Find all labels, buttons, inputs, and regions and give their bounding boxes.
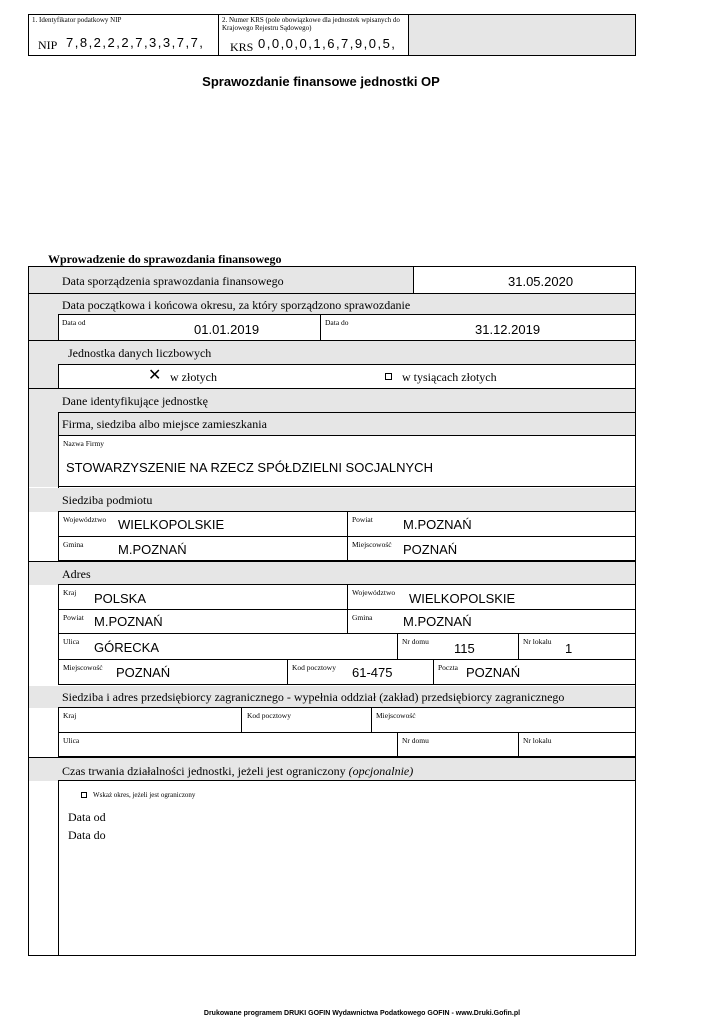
- address-country-label: Kraj: [63, 588, 77, 597]
- address-post-value[interactable]: POZNAŃ: [466, 665, 521, 680]
- nip-field[interactable]: 7,8,2,2,2,7,3,3,7,7,: [66, 35, 205, 50]
- address-locality-value[interactable]: POZNAŃ: [116, 665, 171, 680]
- duration-label-text: Czas trwania działalności jednostki, jeżeli jest ograniczony: [62, 764, 346, 778]
- address-house-value[interactable]: 115: [454, 641, 475, 656]
- krs-label: KRS: [230, 40, 254, 54]
- foreign-house-label: Nr domu: [402, 736, 429, 745]
- duration-from-label: Data od: [68, 810, 106, 824]
- duration-optional: (opcjonalnie): [348, 764, 414, 778]
- foreign-postcode-label: Kod pocztowy: [247, 711, 291, 720]
- period-from-label: Data od: [62, 318, 86, 327]
- footer-text: Drukowane programem DRUKI GOFIN Wydawnictwa Podatkowego GOFIN - www.Druki.Gofin.pl: [203, 1010, 521, 1017]
- address-commune-label: Gmina: [352, 613, 373, 622]
- foreign-country-label: Kraj: [63, 711, 77, 720]
- address-house-label: Nr domu: [402, 637, 429, 646]
- address-flat-value[interactable]: 1: [565, 641, 573, 656]
- duration-to-label: Data do: [68, 828, 106, 842]
- address-voivodeship-value[interactable]: WIELKOPOLSKIE: [409, 591, 516, 606]
- seat-label: Siedziba podmiotu: [62, 493, 153, 507]
- seat-locality-value[interactable]: POZNAŃ: [403, 542, 458, 557]
- foreign-label: Siedziba i adres przedsiębiorcy zagranicznego - wypełnia oddział (zakład) przedsiębiorcy zagranicznego: [62, 690, 565, 704]
- address-street-label: Ulica: [63, 637, 80, 646]
- seat-commune-label: Gmina: [63, 540, 84, 549]
- seat-county-value[interactable]: M.POZNAŃ: [403, 517, 472, 532]
- address-postcode-label: Kod pocztowy: [292, 663, 336, 672]
- units-label: Jednostka danych liczbowych: [68, 346, 212, 360]
- report-date-label: Data sporządzenia sprawozdania finansowego: [62, 274, 284, 288]
- address-country-value[interactable]: POLSKA: [94, 591, 147, 606]
- period-to-label: Data do: [325, 318, 349, 327]
- address-voivodeship-label: Województwo: [352, 588, 396, 597]
- address-county-value[interactable]: M.POZNAŃ: [94, 614, 163, 629]
- header-gray-area: [408, 15, 635, 55]
- units-zloty-label: w złotych: [170, 370, 217, 384]
- seat-commune-value[interactable]: M.POZNAŃ: [118, 542, 187, 557]
- address-street-value[interactable]: GÓRECKA: [94, 640, 160, 655]
- seat-locality-label: Miejscowość: [352, 540, 392, 549]
- period-to-value: 31.12.2019: [475, 322, 541, 337]
- firm-label: Firma, siedziba albo miejsce zamieszkania: [62, 417, 267, 431]
- nip-label: NIP: [38, 38, 58, 52]
- address-post-label: Poczta: [438, 663, 458, 672]
- address-county-label: Powiat: [63, 613, 84, 622]
- foreign-flat-label: Nr lokalu: [523, 736, 552, 745]
- krs-caption: 2. Numer KRS (pole obowiązkowe dla jednostek wpisanych do Krajowego Rejestru Sądowego): [222, 16, 400, 32]
- identity-label: Dane identyfikujące jednostkę: [62, 394, 208, 408]
- period-from-value: 01.01.2019: [194, 322, 260, 337]
- foreign-locality-label: Miejscowość: [376, 711, 416, 720]
- foreign-street-label: Ulica: [63, 736, 80, 745]
- units-zloty-checkbox[interactable]: ✕: [148, 365, 162, 384]
- duration-label: [62, 764, 413, 779]
- firm-name-value: STOWARZYSZENIE NA RZECZ SPÓŁDZIELNI SOCJALNYCH: [66, 460, 433, 475]
- firm-name-label: Nazwa Firmy: [63, 439, 105, 448]
- duration-checkbox-label: Wskaż okres, jeżeli jest ograniczony: [93, 791, 196, 799]
- period-from-field[interactable]: [58, 314, 321, 340]
- address-flat-label: Nr lokalu: [523, 637, 552, 646]
- address-locality-label: Miejscowość: [63, 663, 103, 672]
- nip-caption: 1. Identyfikator podatkowy NIP: [32, 16, 122, 24]
- units-thousand-checkbox[interactable]: [385, 373, 392, 380]
- duration-checkbox[interactable]: [81, 792, 87, 798]
- seat-county-label: Powiat: [352, 515, 373, 524]
- address-commune-value[interactable]: M.POZNAŃ: [403, 614, 472, 629]
- units-thousand-label: w tysiącach złotych: [402, 370, 497, 384]
- seat-voivodeship-label: Województwo: [63, 515, 107, 524]
- address-label: Adres: [62, 567, 91, 581]
- section-title: Wprowadzenie do sprawozdania finansowego: [48, 252, 282, 266]
- report-date-value: 31.05.2020: [508, 274, 574, 289]
- seat-voivodeship-value[interactable]: WIELKOPOLSKIE: [118, 517, 225, 532]
- krs-field[interactable]: 0,0,0,0,1,6,7,9,0,5,: [258, 36, 397, 51]
- page-title: Sprawozdanie finansowe jednostki OP: [202, 74, 440, 89]
- address-postcode-value[interactable]: 61-475: [352, 665, 393, 680]
- period-label: Data początkowa i końcowa okresu, za który sporządzono sprawozdanie: [62, 298, 411, 312]
